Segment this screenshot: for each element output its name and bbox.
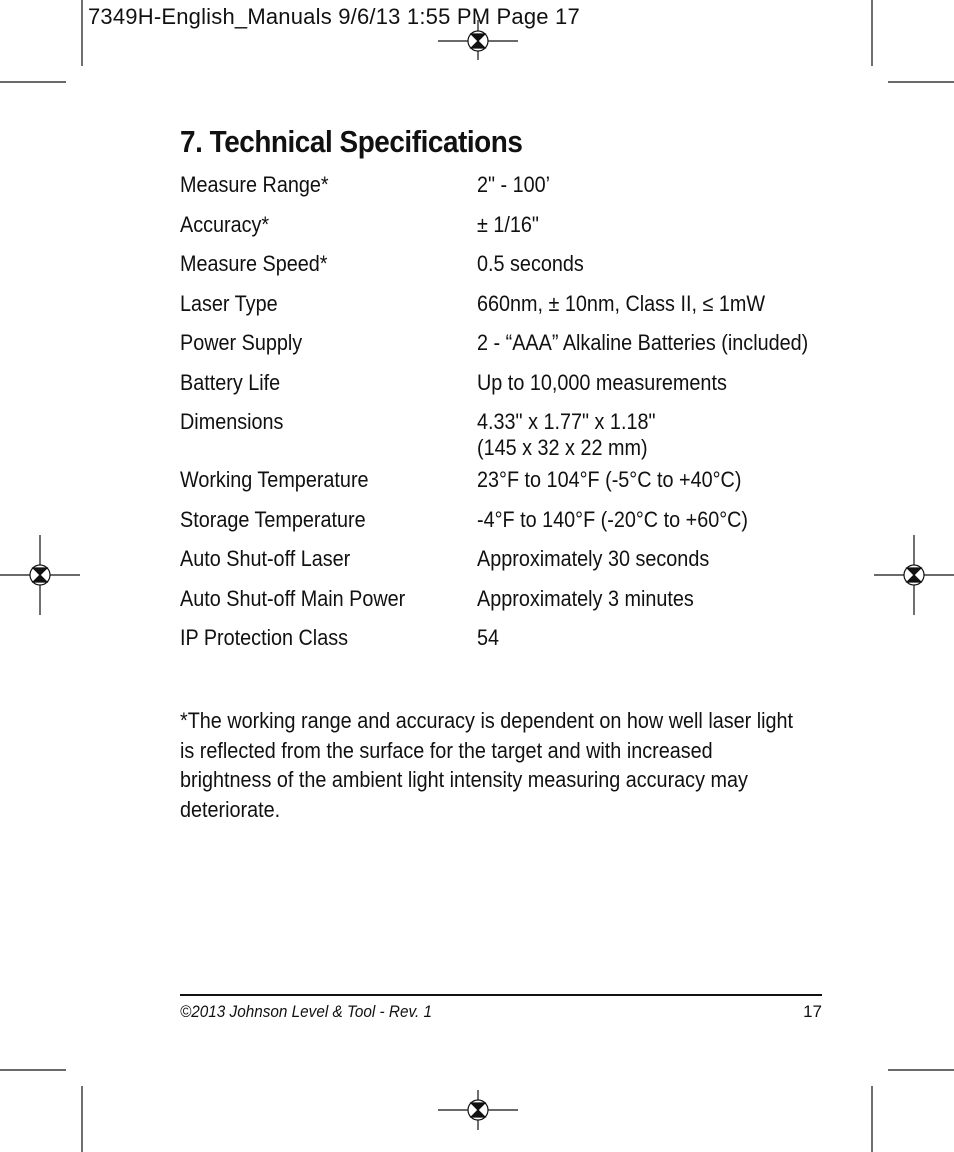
spec-value: 660nm, ± 10nm, Class II, ≤ 1mW	[477, 290, 766, 316]
spec-row	[180, 507, 840, 547]
spec-value: 23°F to 104°F (-5°C to +40°C)	[477, 467, 742, 492]
spec-row	[180, 212, 840, 252]
print-slug: 7349H-English_Manuals 9/6/13 1:55 PM Page 17	[88, 4, 580, 29]
page-number: 17	[803, 1002, 822, 1021]
footnote: *The working range and accuracy is dependent on how well laser light is reflected from the surface for the target and with increased brightness of the ambient light intensity measuring accuracy may deteriorate.	[180, 708, 794, 822]
spec-label: Storage Temperature	[180, 506, 366, 532]
spec-label: Auto Shut-off Laser	[180, 546, 351, 571]
spec-row	[180, 409, 840, 467]
spec-value: 4.33" x 1.77" x 1.18" (145 x 32 x 22 mm)	[477, 409, 656, 460]
spec-value: Approximately 30 seconds	[477, 546, 710, 571]
spec-label: Dimensions	[180, 409, 284, 434]
spec-value: Approximately 3 minutes	[477, 585, 694, 611]
footer-copyright: ©2013 Johnson Level & Tool - Rev. 1	[180, 1002, 432, 1021]
specifications-table	[180, 172, 840, 665]
spec-row	[180, 370, 840, 410]
spec-value: 2" - 100’	[477, 172, 551, 197]
spec-value: -4°F to 140°F (-20°C to +60°C)	[477, 506, 749, 532]
spec-value: 0.5 seconds	[477, 251, 584, 276]
spec-row	[180, 586, 840, 626]
spec-value: Up to 10,000 measurements	[477, 369, 727, 395]
spec-row	[180, 330, 840, 370]
spec-label: Working Temperature	[180, 467, 369, 492]
spec-row	[180, 251, 840, 291]
spec-row	[180, 172, 840, 212]
page-title: 7. Technical Specifications	[180, 124, 523, 159]
spec-label: Laser Type	[180, 290, 278, 316]
spec-value: ± 1/16"	[477, 211, 539, 237]
spec-row	[180, 546, 840, 586]
spec-label: Auto Shut-off Main Power	[180, 585, 406, 611]
spec-label: Accuracy*	[180, 211, 270, 237]
registration-mark-icon	[0, 535, 80, 615]
spec-label: IP Protection Class	[180, 625, 349, 650]
spec-label: Battery Life	[180, 369, 281, 395]
registration-mark-icon	[874, 535, 954, 615]
footer-divider	[180, 994, 822, 996]
spec-value: 2 - “AAA” Alkaline Batteries (included)	[477, 330, 809, 355]
spec-row	[180, 291, 840, 331]
spec-row	[180, 625, 840, 665]
spec-label: Measure Range*	[180, 172, 329, 197]
spec-label: Power Supply	[180, 330, 303, 355]
spec-row	[180, 467, 840, 507]
spec-label: Measure Speed*	[180, 251, 328, 276]
spec-value: 54	[477, 625, 500, 650]
registration-mark-icon	[438, 1090, 518, 1130]
